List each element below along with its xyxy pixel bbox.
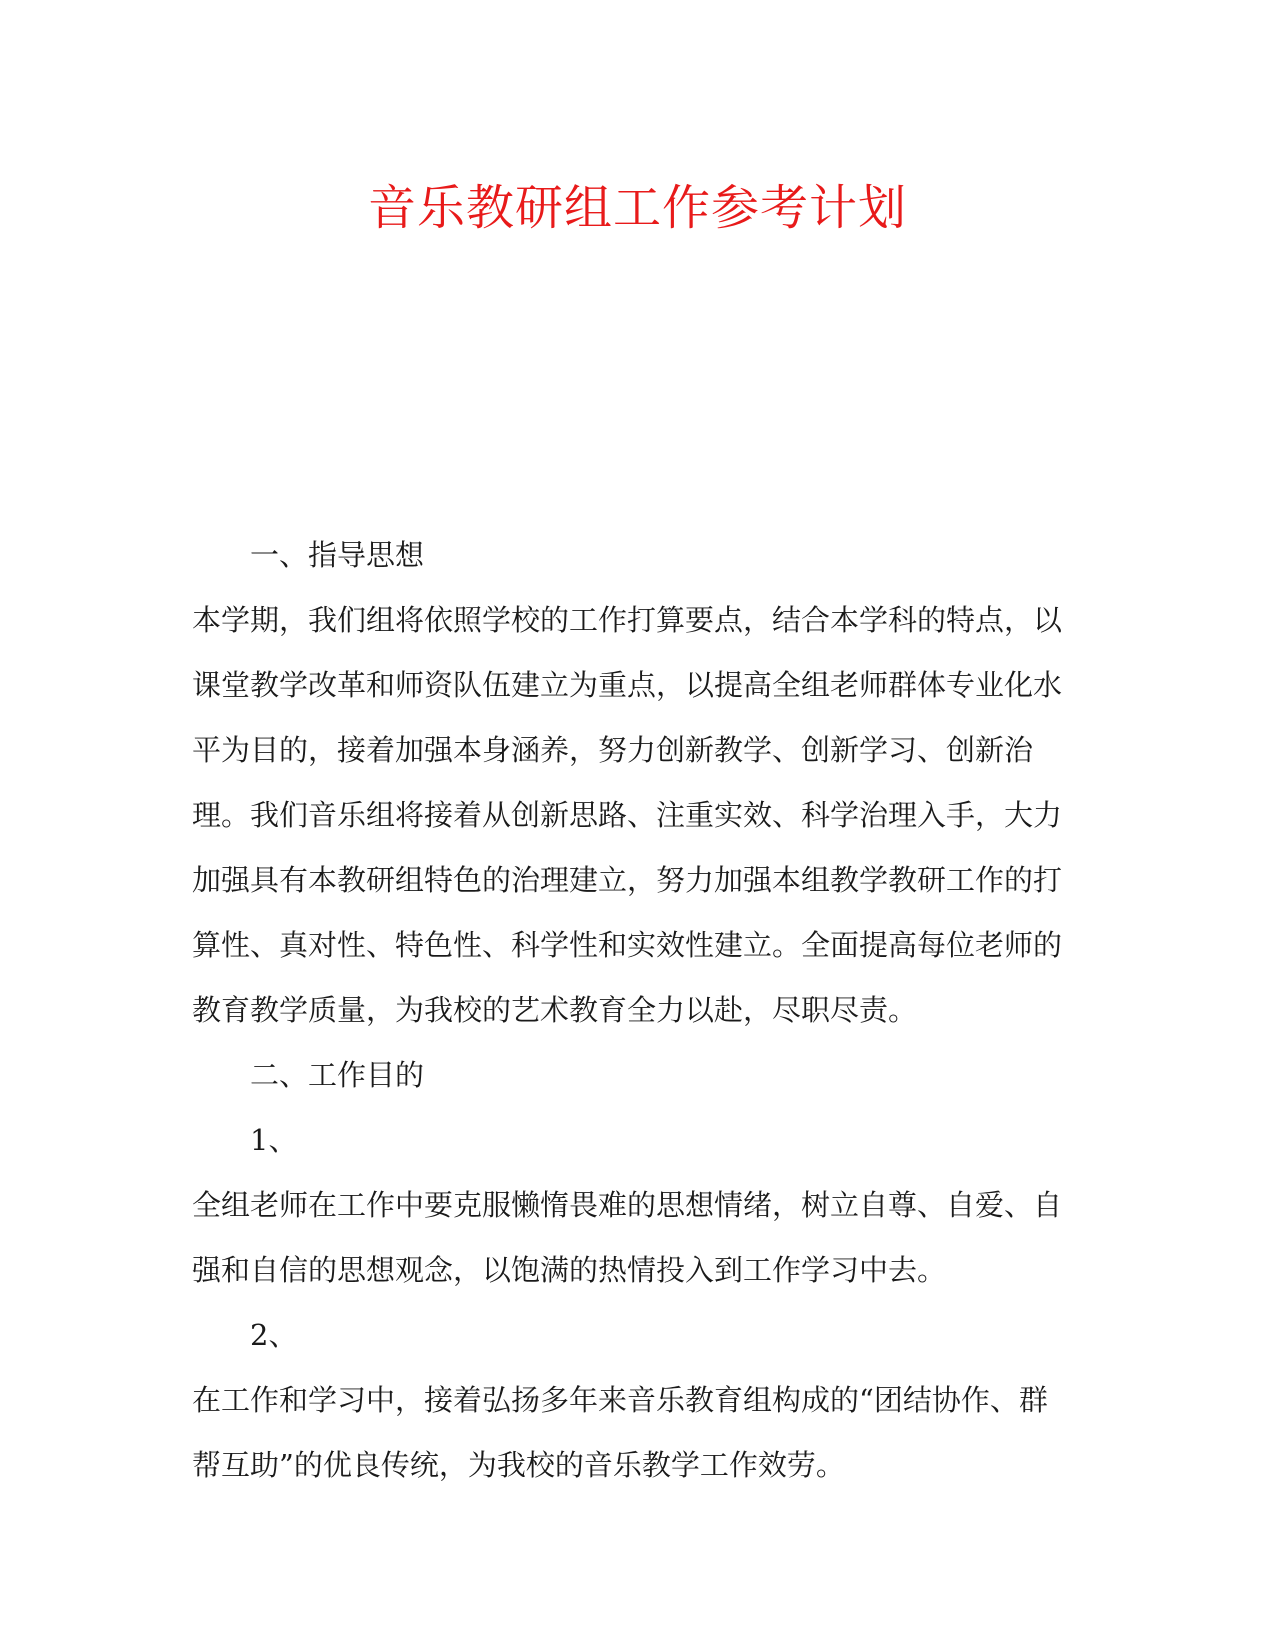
document-body: [192, 523, 1072, 1498]
document-title: 音乐教研组工作参考计划: [367, 180, 907, 236]
section-heading-work-goals: 二、工作目的: [250, 1058, 425, 1092]
list-item-number-2: 2、: [250, 1318, 298, 1352]
paragraph-guiding-ideology: 本学期，我们组将依照学校的工作打算要点，结合本学科的特点，以课堂教学改革和师资队伍建立为重点，以提高全组老师群体专业化水平为目的，接着加强本身涵养，努力创新教学、创新学习、创新治理。我们音乐组将接着从创新思路、注重实效、科学治理入手，大力加强具有本教研组特色的治理建立，努力加强本组教学教研工作的打算性、真对性、特色性、科学性和实效性建立。全面提高每位老师的教育教学质量，为我校的艺术教育全力以赴，尽职尽责。: [192, 603, 1063, 1027]
list-item-text-1: 全组老师在工作中要克服懒惰畏难的思想情绪，树立自尊、自爱、自强和自信的思想观念，以饱满的热情投入到工作学习中去。: [192, 1188, 1063, 1287]
list-item-number-1: 1、: [250, 1123, 298, 1157]
list-item-text-2: 在工作和学习中，接着弘扬多年来音乐教育组构成的“团结协作、群帮互助”的优良传统，为我校的音乐教学工作效劳。: [192, 1383, 1048, 1482]
section-heading-guiding-ideology: 一、指导思想: [250, 538, 425, 572]
